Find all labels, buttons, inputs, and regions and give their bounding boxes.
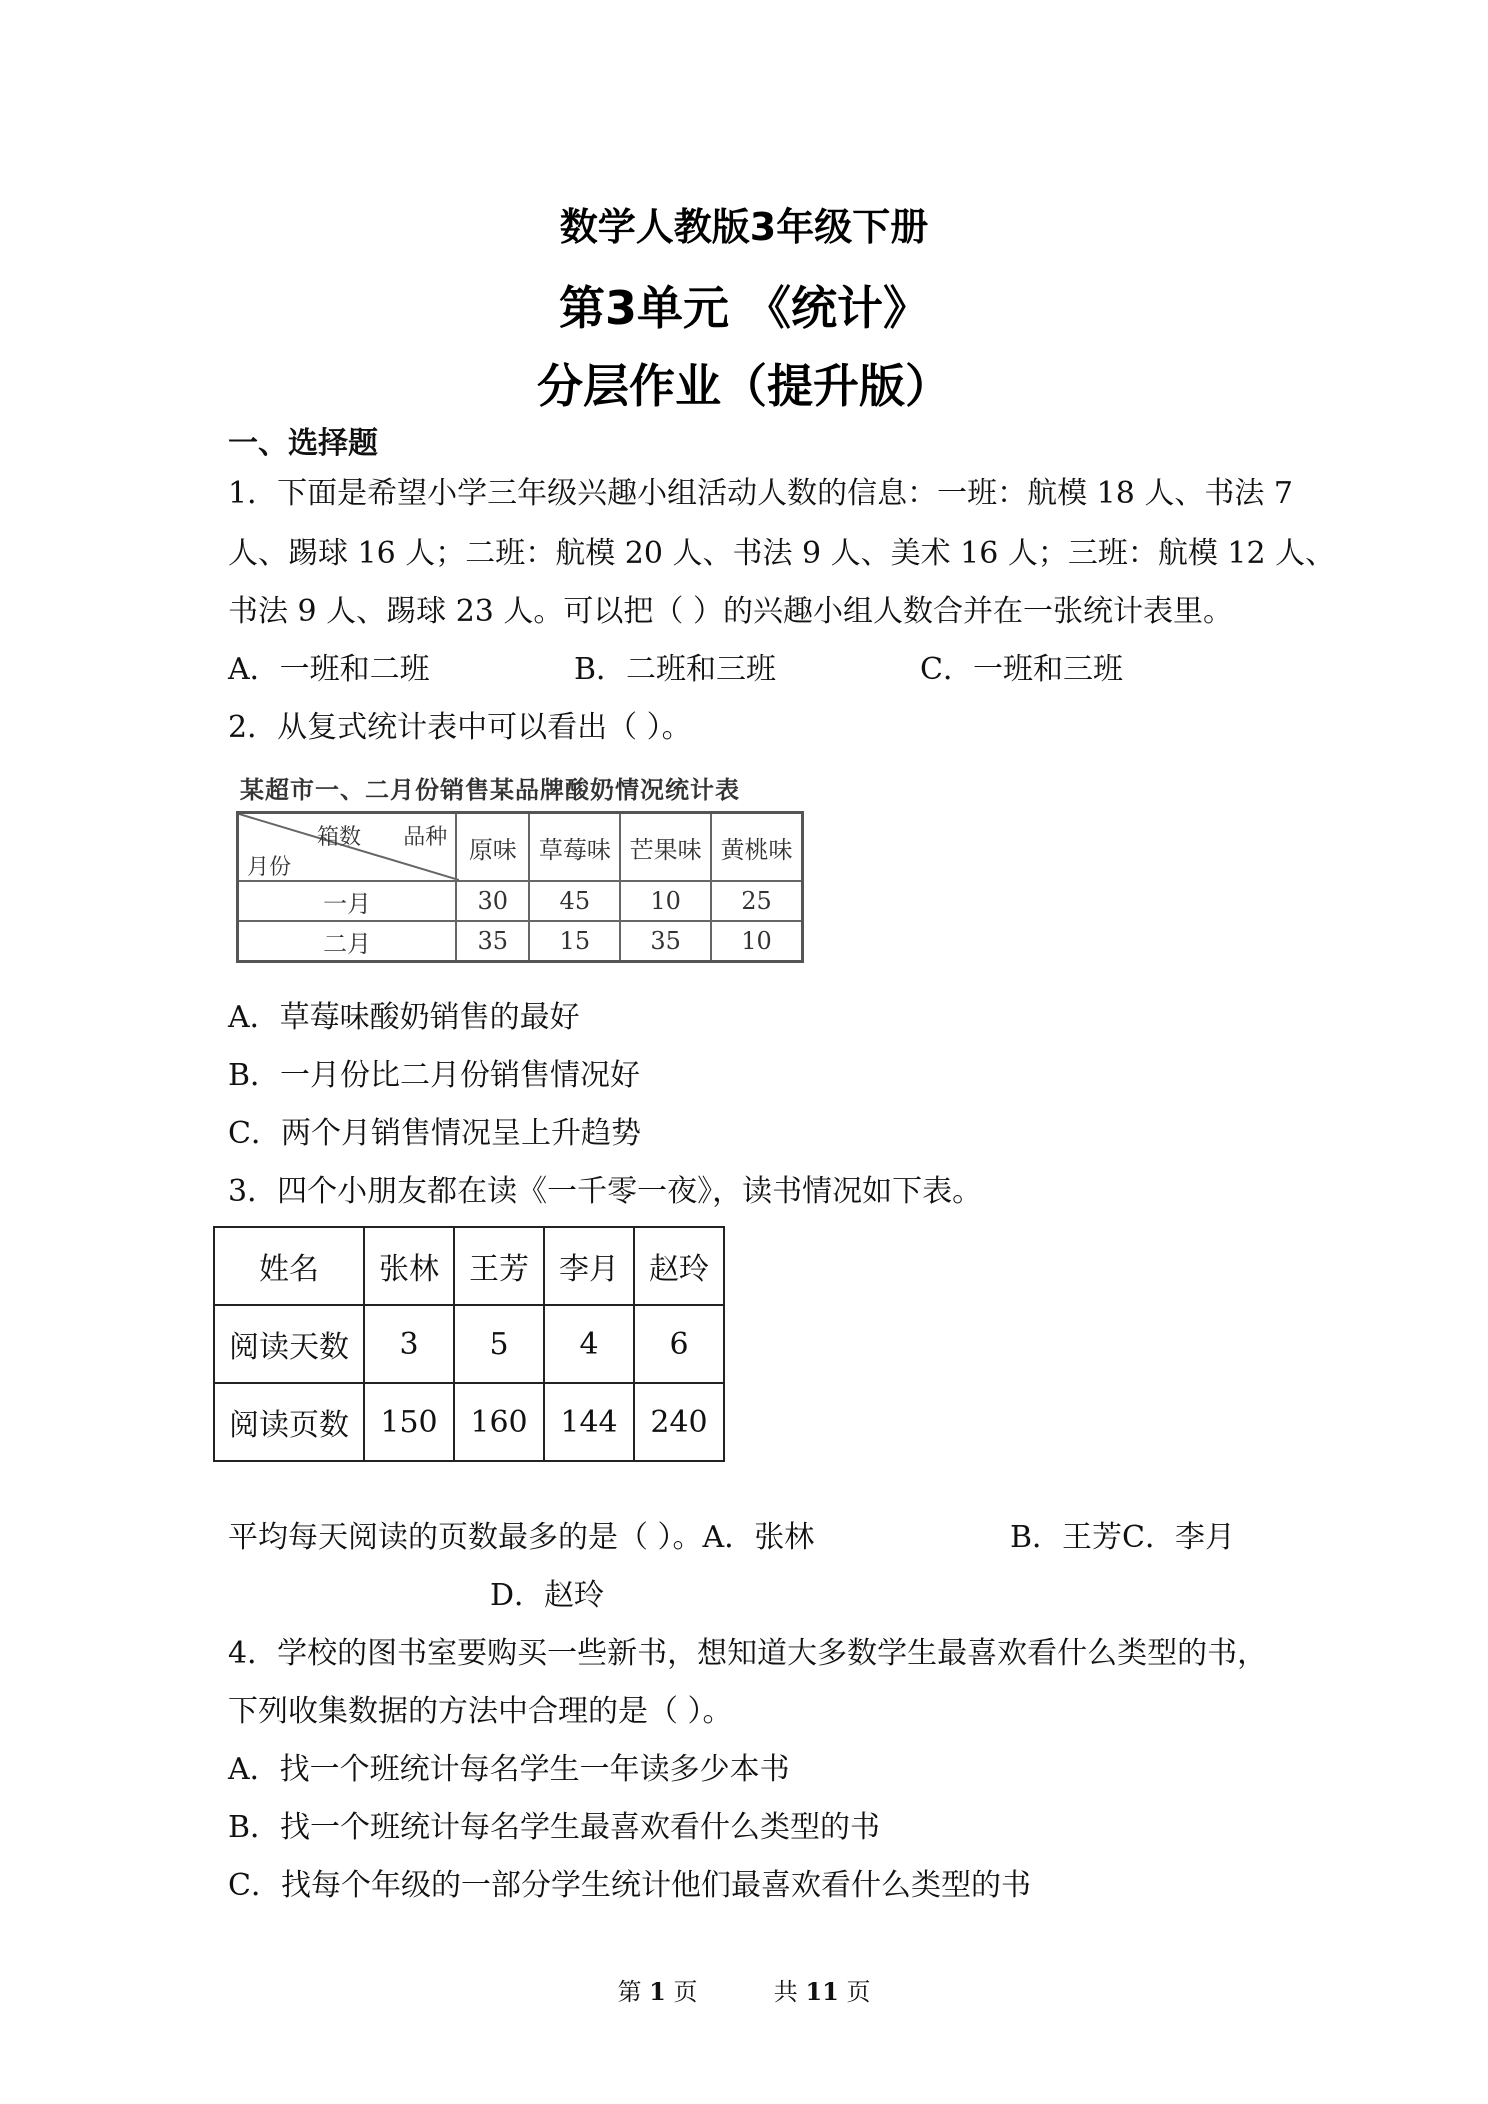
q1-line-1: 1．下面是希望小学三年级兴趣小组活动人数的信息：一班：航模 18 人、书法 7	[228, 476, 1293, 511]
column-header: 芒果味	[620, 813, 711, 882]
section-heading: 一、选择题	[228, 426, 378, 461]
table-cell: 35	[456, 921, 529, 962]
title-line-3: 分层作业（提升版）	[537, 359, 951, 413]
q1-line-3: 书法 9 人、踢球 23 人。可以把（ ）的兴趣小组人数合并在一张统计表里。	[228, 594, 1233, 629]
row-label: 二月	[238, 921, 457, 962]
table-row	[214, 1383, 724, 1461]
q4-line-2: 下列收集数据的方法中合理的是（ ）。	[228, 1694, 733, 1729]
table-cell: 阅读页数	[214, 1383, 364, 1461]
table-cell: 4	[544, 1305, 634, 1383]
q2-option-b: B．一月份比二月份销售情况好	[228, 1058, 641, 1093]
q1-line-2: 人、踢球 16 人；二班：航模 20 人、书法 9 人、美术 16 人；三班：航模 12 人、	[228, 536, 1336, 571]
footer-total-pages: 11	[805, 1977, 839, 2006]
q1-option-c: C．一班和三班	[920, 652, 1123, 687]
footer-total-suffix: 页	[846, 1978, 871, 2006]
table-cell: 6	[634, 1305, 724, 1383]
table-row	[214, 1305, 724, 1383]
footer-total-prefix: 共	[773, 1978, 798, 2006]
q4-option-c: C．找每个年级的一部分学生统计他们最喜欢看什么类型的书	[228, 1868, 1031, 1903]
q3-stem: 3．四个小朋友都在读《一千零一夜》，读书情况如下表。	[228, 1174, 983, 1209]
page-footer	[0, 1972, 1488, 2007]
table-row	[238, 921, 803, 962]
table-cell: 240	[634, 1383, 724, 1461]
q3-question: 平均每天阅读的页数最多的是（ ）。A．张林	[228, 1520, 815, 1555]
footer-page-prefix: 第	[617, 1978, 642, 2006]
table-header-cell: 张林	[364, 1227, 454, 1305]
table-cell: 30	[456, 881, 529, 921]
corner-label-variety: 品种	[403, 825, 448, 850]
table-cell: 35	[620, 921, 711, 962]
footer-page-suffix: 页	[673, 1978, 698, 2006]
table-cell: 144	[544, 1383, 634, 1461]
q1-option-b: B．二班和三班	[574, 652, 777, 687]
table-cell: 5	[454, 1305, 544, 1383]
q4-line-1: 4．学校的图书室要购买一些新书，想知道大多数学生最喜欢看什么类型的书，	[228, 1636, 1268, 1671]
q4-option-b: B．找一个班统计每名学生最喜欢看什么类型的书	[228, 1810, 881, 1845]
corner-label-boxes: 箱数	[317, 825, 362, 850]
footer-page-number: 1	[649, 1977, 666, 2006]
q1-option-a: A．一班和二班	[228, 652, 430, 687]
table-caption: 某超市一、二月份销售某品牌酸奶情况统计表	[240, 776, 740, 804]
column-header: 原味	[456, 813, 529, 882]
table-cell: 阅读天数	[214, 1305, 364, 1383]
q2-option-c: C．两个月销售情况呈上升趋势	[228, 1116, 641, 1151]
q3-options-bc: B．王芳C．李月	[1010, 1520, 1235, 1555]
column-header: 黄桃味	[711, 813, 802, 882]
q2-stem: 2．从复式统计表中可以看出（ ）。	[228, 710, 692, 745]
q4-option-a: A．找一个班统计每名学生一年读多少本书	[228, 1752, 790, 1787]
table-header-cell: 姓名	[214, 1227, 364, 1305]
table-cell: 160	[454, 1383, 544, 1461]
table-row	[238, 881, 803, 921]
yogurt-sales-table-figure	[236, 770, 810, 963]
reading-table	[213, 1226, 725, 1462]
table-cell: 15	[529, 921, 620, 962]
table-header-cell: 王芳	[454, 1227, 544, 1305]
table-cell: 10	[711, 921, 802, 962]
table-cell: 45	[529, 881, 620, 921]
table-header-cell: 赵玲	[634, 1227, 724, 1305]
column-header: 草莓味	[529, 813, 620, 882]
q3-option-d: D．赵玲	[490, 1578, 605, 1613]
table-cell: 25	[711, 881, 802, 921]
table-header-row	[214, 1227, 724, 1305]
corner-label-month: 月份	[247, 855, 292, 880]
diagonal-header-cell	[238, 813, 457, 882]
table-cell: 3	[364, 1305, 454, 1383]
table-header-cell: 李月	[544, 1227, 634, 1305]
q2-option-a: A．草莓味酸奶销售的最好	[228, 1000, 580, 1035]
row-label: 一月	[238, 881, 457, 921]
title-line-1: 数学人教版3年级下册	[559, 205, 929, 249]
title-line-2: 第3单元 《统计》	[558, 281, 930, 335]
table-cell: 150	[364, 1383, 454, 1461]
yogurt-sales-table	[236, 811, 804, 963]
table-cell: 10	[620, 881, 711, 921]
